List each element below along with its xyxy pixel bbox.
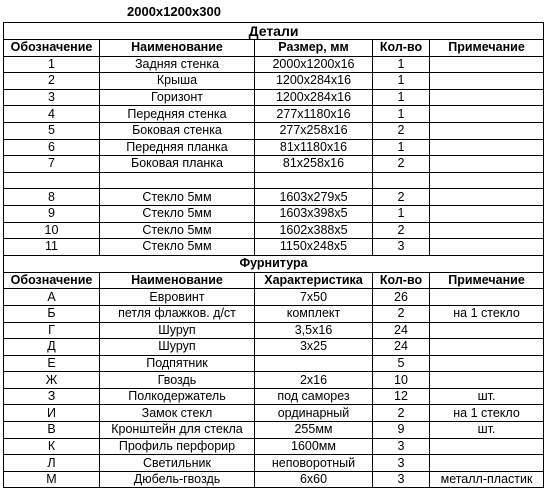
table-cell: З bbox=[4, 388, 100, 405]
table-row bbox=[4, 56, 544, 73]
table-row bbox=[4, 189, 544, 206]
table-cell: 1 bbox=[373, 106, 430, 123]
hardware-column-header: Примечание bbox=[430, 272, 544, 289]
table-cell: Светильник bbox=[100, 455, 255, 472]
table-cell: 11 bbox=[4, 239, 100, 256]
table-cell: 1200x284x16 bbox=[255, 89, 373, 106]
table-row bbox=[4, 73, 544, 90]
table-cell: Л bbox=[4, 455, 100, 472]
hardware-header-row bbox=[4, 272, 544, 289]
table-cell bbox=[255, 172, 373, 189]
table-cell: 2 bbox=[4, 73, 100, 90]
table-cell bbox=[430, 438, 544, 455]
table-cell: Подпятник bbox=[100, 355, 255, 372]
table-cell bbox=[430, 239, 544, 256]
table-cell bbox=[430, 56, 544, 73]
table-cell: 26 bbox=[373, 289, 430, 306]
table-cell: 1 bbox=[373, 139, 430, 156]
table-cell bbox=[373, 172, 430, 189]
table-cell bbox=[100, 172, 255, 189]
table-cell: Профиль перфорир bbox=[100, 438, 255, 455]
details-column-header: Кол-во bbox=[373, 40, 430, 57]
table-cell: Стекло 5мм bbox=[100, 239, 255, 256]
table-cell bbox=[430, 156, 544, 173]
table-cell: 5 bbox=[373, 355, 430, 372]
table-cell bbox=[430, 172, 544, 189]
hardware-column-header: Кол-во bbox=[373, 272, 430, 289]
table-cell: 2000x1200x16 bbox=[255, 56, 373, 73]
table-cell: 9 bbox=[4, 205, 100, 222]
table-cell: К bbox=[4, 438, 100, 455]
table-cell: А bbox=[4, 289, 100, 306]
table-cell: Кронштейн для стекла bbox=[100, 422, 255, 439]
table-cell: 10 bbox=[373, 372, 430, 389]
table-cell: под саморез bbox=[255, 388, 373, 405]
table-cell bbox=[4, 172, 100, 189]
table-cell: 10 bbox=[4, 222, 100, 239]
table-row bbox=[4, 172, 544, 189]
table-cell bbox=[430, 205, 544, 222]
table-cell: И bbox=[4, 405, 100, 422]
spec-table bbox=[3, 22, 544, 488]
table-row bbox=[4, 205, 544, 222]
table-cell: Дюбель-гвоздь bbox=[100, 471, 255, 488]
table-cell: Боковая стенка bbox=[100, 122, 255, 139]
table-cell: Замок стекл bbox=[100, 405, 255, 422]
table-cell: Стекло 5мм bbox=[100, 205, 255, 222]
table-cell: комплект bbox=[255, 305, 373, 322]
table-cell: 2 bbox=[373, 405, 430, 422]
table-cell: 1 bbox=[373, 56, 430, 73]
table-cell: 6x60 bbox=[255, 471, 373, 488]
table-cell: 3,5x16 bbox=[255, 322, 373, 339]
table-cell: Передняя стенка bbox=[100, 106, 255, 123]
table-cell bbox=[430, 322, 544, 339]
spec-table-body bbox=[4, 23, 544, 488]
table-cell: 1602x388x5 bbox=[255, 222, 373, 239]
table-cell: Д bbox=[4, 339, 100, 356]
table-cell bbox=[430, 455, 544, 472]
hardware-section-title: Фурнитура bbox=[4, 255, 544, 272]
table-row bbox=[4, 422, 544, 439]
table-cell: металл-пластик bbox=[430, 471, 544, 488]
table-cell: 2 bbox=[373, 156, 430, 173]
table-cell: 1 bbox=[373, 73, 430, 90]
table-cell: Гвоздь bbox=[100, 372, 255, 389]
table-cell: Е bbox=[4, 355, 100, 372]
table-cell: Шуруп bbox=[100, 339, 255, 356]
table-cell: 3 bbox=[373, 455, 430, 472]
table-cell: 277x258x16 bbox=[255, 122, 373, 139]
table-cell: шт. bbox=[430, 422, 544, 439]
table-cell: 5 bbox=[4, 122, 100, 139]
table-cell: 3 bbox=[373, 471, 430, 488]
table-cell: 7x50 bbox=[255, 289, 373, 306]
table-cell: 8 bbox=[4, 189, 100, 206]
table-cell: 12 bbox=[373, 388, 430, 405]
table-cell: 2 bbox=[373, 222, 430, 239]
details-column-header: Наименование bbox=[100, 40, 255, 57]
table-row bbox=[4, 89, 544, 106]
table-cell: на 1 стекло bbox=[430, 305, 544, 322]
table-cell: 3 bbox=[373, 239, 430, 256]
table-cell: 81x1180x16 bbox=[255, 139, 373, 156]
table-row bbox=[4, 339, 544, 356]
table-row bbox=[4, 289, 544, 306]
table-cell: 255мм bbox=[255, 422, 373, 439]
table-cell bbox=[430, 372, 544, 389]
table-cell: Стекло 5мм bbox=[100, 222, 255, 239]
details-column-header: Размер, мм bbox=[255, 40, 373, 57]
table-cell: 277x1180x16 bbox=[255, 106, 373, 123]
table-cell: 3 bbox=[373, 438, 430, 455]
table-cell bbox=[430, 73, 544, 90]
table-cell: 1600мм bbox=[255, 438, 373, 455]
table-cell: 1603x398x5 bbox=[255, 205, 373, 222]
table-row bbox=[4, 405, 544, 422]
hardware-column-header: Наименование bbox=[100, 272, 255, 289]
table-cell: шт. bbox=[430, 388, 544, 405]
table-cell bbox=[430, 89, 544, 106]
table-cell: Г bbox=[4, 322, 100, 339]
table-cell: 3x25 bbox=[255, 339, 373, 356]
table-cell: Евровинт bbox=[100, 289, 255, 306]
table-cell: Шуруп bbox=[100, 322, 255, 339]
table-cell: Ж bbox=[4, 372, 100, 389]
table-cell: Горизонт bbox=[100, 89, 255, 106]
table-cell: 2x16 bbox=[255, 372, 373, 389]
table-cell: 6 bbox=[4, 139, 100, 156]
table-cell: 1 bbox=[373, 89, 430, 106]
table-cell: Крыша bbox=[100, 73, 255, 90]
table-cell: неповоротный bbox=[255, 455, 373, 472]
table-cell bbox=[430, 222, 544, 239]
table-cell bbox=[430, 339, 544, 356]
table-cell: 4 bbox=[4, 106, 100, 123]
table-row bbox=[4, 455, 544, 472]
table-cell bbox=[430, 122, 544, 139]
table-cell: на 1 стекло bbox=[430, 405, 544, 422]
table-row bbox=[4, 322, 544, 339]
table-cell bbox=[255, 355, 373, 372]
table-row bbox=[4, 156, 544, 173]
table-cell: Задняя стенка bbox=[100, 56, 255, 73]
table-row bbox=[4, 471, 544, 488]
table-cell: 1150x248x5 bbox=[255, 239, 373, 256]
table-cell: Полкодержатель bbox=[100, 388, 255, 405]
table-cell bbox=[430, 355, 544, 372]
table-cell bbox=[430, 189, 544, 206]
table-cell: 2 bbox=[373, 122, 430, 139]
table-cell: 1 bbox=[373, 205, 430, 222]
hardware-column-header: Обозначение bbox=[4, 272, 100, 289]
hardware-column-header: Характеристика bbox=[255, 272, 373, 289]
table-cell: 24 bbox=[373, 322, 430, 339]
details-column-header: Примечание bbox=[430, 40, 544, 57]
details-column-header: Обозначение bbox=[4, 40, 100, 57]
table-cell bbox=[430, 289, 544, 306]
table-row bbox=[4, 388, 544, 405]
details-header-row bbox=[4, 40, 544, 57]
table-cell: Б bbox=[4, 305, 100, 322]
table-cell: Стекло 5мм bbox=[100, 189, 255, 206]
table-cell: 2 bbox=[373, 305, 430, 322]
table-row bbox=[4, 239, 544, 256]
table-cell bbox=[430, 139, 544, 156]
table-row bbox=[4, 106, 544, 123]
table-cell: петля флажков. д/ст bbox=[100, 305, 255, 322]
table-cell: Передняя планка bbox=[100, 139, 255, 156]
table-row bbox=[4, 139, 544, 156]
hardware-section-row bbox=[4, 255, 544, 272]
table-row bbox=[4, 222, 544, 239]
table-cell: 7 bbox=[4, 156, 100, 173]
details-section-row bbox=[4, 23, 544, 40]
table-cell: 1 bbox=[4, 56, 100, 73]
table-cell: ординарный bbox=[255, 405, 373, 422]
table-cell bbox=[430, 106, 544, 123]
table-cell: 81x258x16 bbox=[255, 156, 373, 173]
table-cell: 3 bbox=[4, 89, 100, 106]
table-row bbox=[4, 355, 544, 372]
document-title: 2000x1200x300 bbox=[127, 4, 221, 19]
table-cell: 1603x279x5 bbox=[255, 189, 373, 206]
table-cell: М bbox=[4, 471, 100, 488]
table-row bbox=[4, 372, 544, 389]
table-cell: 24 bbox=[373, 339, 430, 356]
table-row bbox=[4, 438, 544, 455]
table-cell: 9 bbox=[373, 422, 430, 439]
table-cell: В bbox=[4, 422, 100, 439]
table-cell: 2 bbox=[373, 189, 430, 206]
table-row bbox=[4, 305, 544, 322]
table-cell: 1200x284x16 bbox=[255, 73, 373, 90]
table-row bbox=[4, 122, 544, 139]
details-section-title: Детали bbox=[4, 23, 544, 40]
table-cell: Боковая планка bbox=[100, 156, 255, 173]
